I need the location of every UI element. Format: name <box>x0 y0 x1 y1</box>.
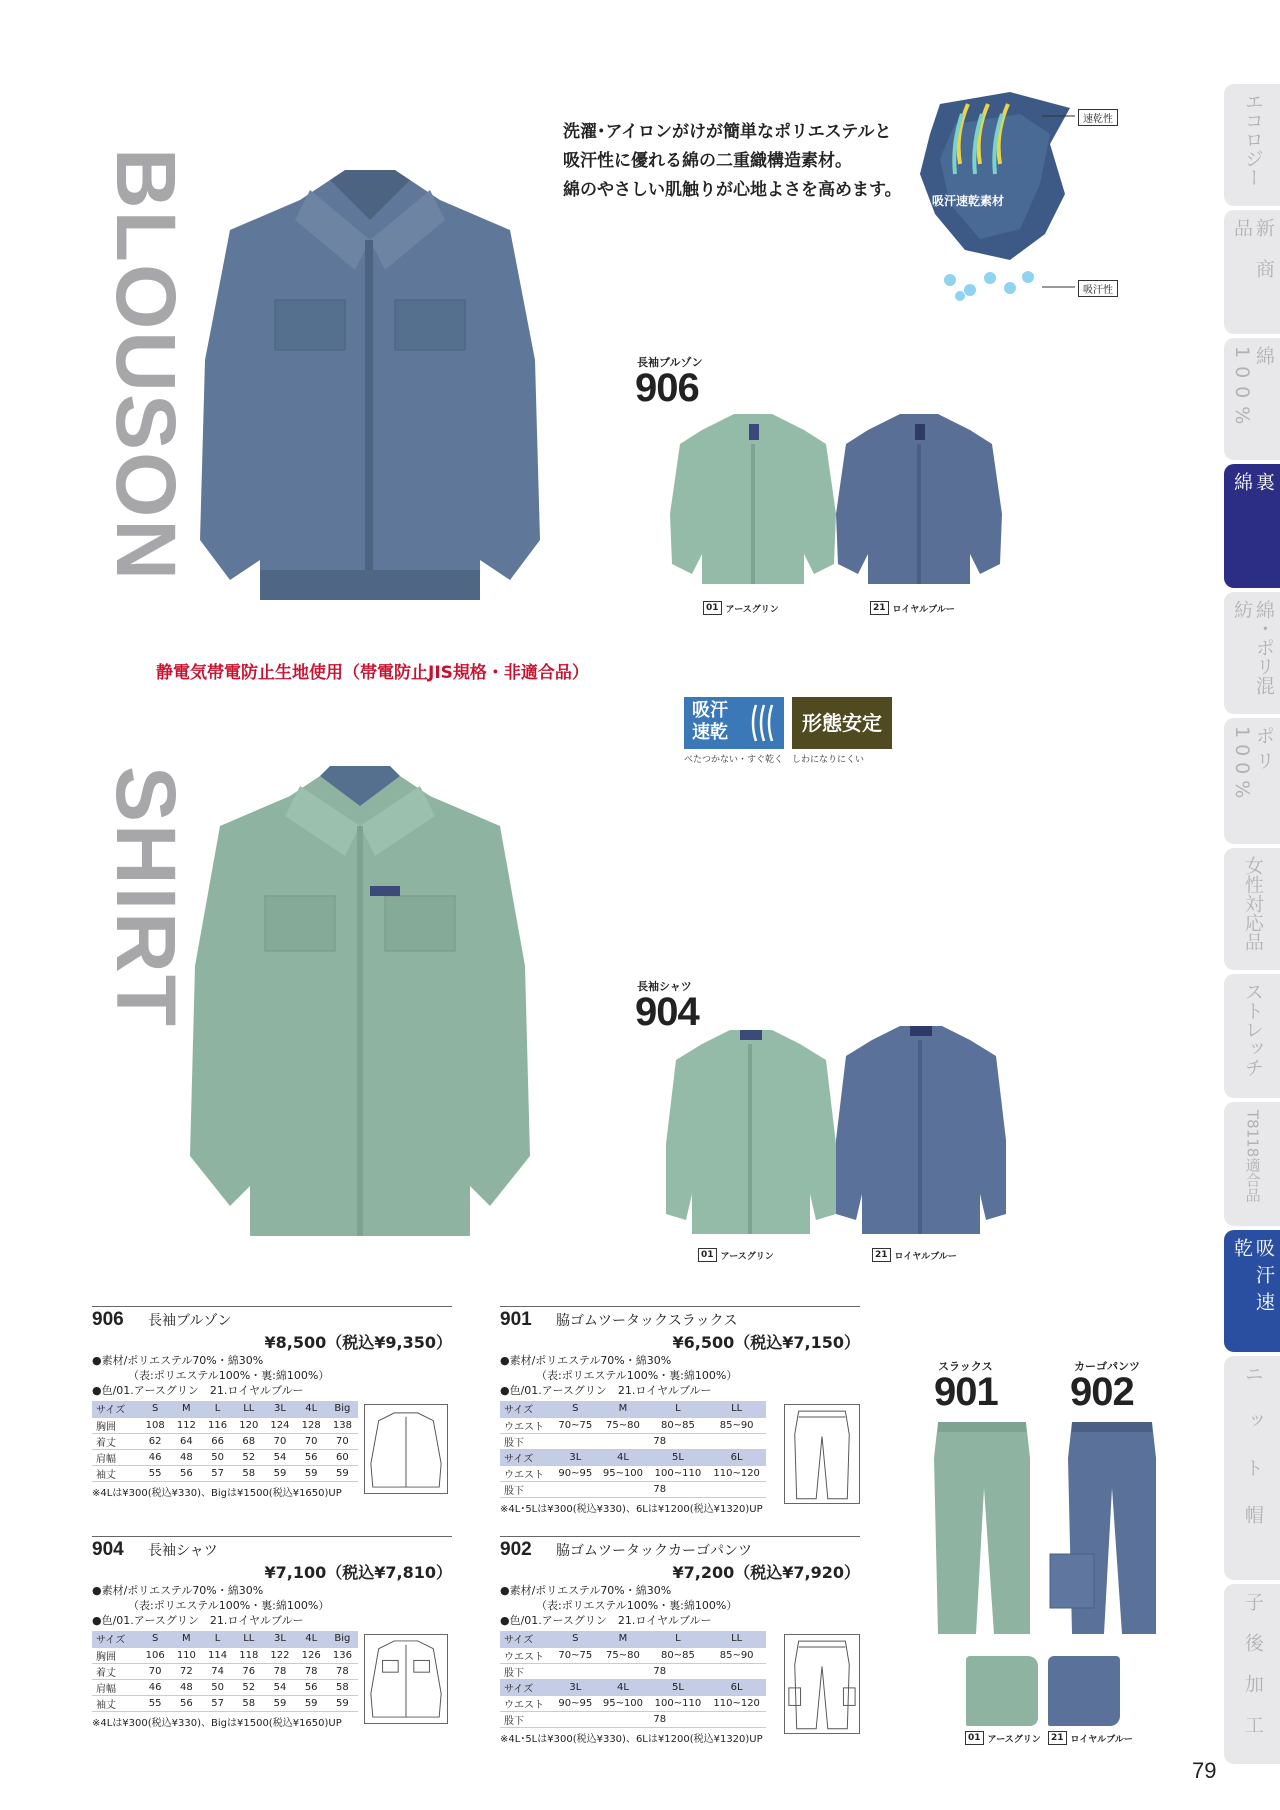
size-header: M <box>171 1631 202 1647</box>
spec-colors: ●色/01.アースグリン 21.ロイヤルブルー <box>92 1614 304 1627</box>
color-name: ロイヤルブルー <box>1070 1734 1133 1745</box>
blouson-green-photo <box>664 404 842 594</box>
size-header: サイズ <box>500 1449 553 1465</box>
table-cell: 52 <box>233 1449 264 1465</box>
table-cell: 56 <box>296 1679 327 1695</box>
spec-header <box>92 1306 452 1330</box>
tab-poly-100[interactable] <box>1224 718 1280 844</box>
shirt-green-photo <box>660 1024 842 1244</box>
table-row <box>92 1465 358 1481</box>
table-cell: 78 <box>553 1433 766 1449</box>
table-cell: 110 <box>171 1647 202 1663</box>
spec-904 <box>92 1536 452 1729</box>
table-row <box>500 1647 766 1663</box>
fabric-bottom-label: 吸汗性 <box>1078 280 1118 297</box>
shirt-blue-photo <box>830 1020 1012 1244</box>
slacks-photo <box>930 1418 1036 1642</box>
tab-label: 吸汗速乾 <box>1231 1238 1275 1319</box>
model-902-category: カーゴパンツ <box>1074 1360 1140 1373</box>
table-cell: 50 <box>202 1449 233 1465</box>
table-cell: 78 <box>327 1663 358 1679</box>
size-table <box>92 1401 358 1482</box>
table-row <box>92 1695 358 1711</box>
model-906-number: 906 <box>635 366 699 410</box>
table-cell: 52 <box>233 1679 264 1695</box>
table-cell: 59 <box>327 1465 358 1481</box>
spec-material-detail: （表:ポリエステル100%・裏:綿100%） <box>536 1599 738 1612</box>
spec-colors: ●色/01.アースグリン 21.ロイヤルブルー <box>92 1384 304 1397</box>
table-cell: 114 <box>202 1647 233 1663</box>
tab-cotton-lined[interactable] <box>1224 464 1280 588</box>
tab-ecology[interactable] <box>1224 84 1280 206</box>
table-cell: 108 <box>140 1417 171 1433</box>
spec-902 <box>500 1536 860 1745</box>
spec-material-detail: （表:ポリエステル100%・裏:綿100%） <box>128 1369 330 1382</box>
shirt-heading: SHIRT <box>99 766 193 1028</box>
shape-stable-caption: しわになりにくい <box>792 755 865 765</box>
table-cell: 78 <box>553 1711 766 1727</box>
table-cell: ウエスト <box>500 1647 553 1663</box>
size-header: 4L <box>296 1401 327 1417</box>
color-name: アースグリン <box>725 604 779 615</box>
tab-label: ポリ100% <box>1231 726 1275 805</box>
table-cell: 59 <box>327 1695 358 1711</box>
color-name: ロイヤルブルー <box>894 1251 957 1262</box>
wave-icon <box>750 703 778 743</box>
tab-cotton-100[interactable] <box>1224 338 1280 460</box>
size-header: 3L <box>553 1679 597 1695</box>
tab-womens[interactable] <box>1224 848 1280 970</box>
quick-dry-caption: べたつかない・すぐ乾く <box>684 755 784 765</box>
size-table <box>500 1631 766 1728</box>
model-901-category: スラックス <box>938 1360 993 1373</box>
spec-906 <box>92 1306 452 1499</box>
tab-label: ニット帽 <box>1241 1364 1264 1552</box>
table-cell: 着丈 <box>92 1663 140 1679</box>
quick-dry-title-2: 速乾 <box>692 722 728 743</box>
tab-label: 裏綿 <box>1231 472 1275 551</box>
shirt-green-label <box>698 1248 774 1262</box>
table-row <box>500 1663 766 1679</box>
table-cell: 46 <box>140 1449 171 1465</box>
table-cell: 59 <box>296 1695 327 1711</box>
size-header: サイズ <box>500 1401 553 1417</box>
size-header: 4L <box>597 1449 648 1465</box>
spec-name: 脇ゴムツータックカーゴパンツ <box>556 1543 752 1559</box>
table-row <box>500 1433 766 1449</box>
spec-number: 906 <box>92 1309 124 1330</box>
size-table <box>92 1631 358 1712</box>
size-header: サイズ <box>92 1401 140 1417</box>
table-cell: ウエスト <box>500 1465 553 1481</box>
table-cell: 58 <box>327 1679 358 1695</box>
spec-note: ※4L･5Lは¥300(税込¥330)、6Lは¥1200(税込¥1320)UP <box>500 1503 763 1515</box>
size-header: M <box>597 1401 648 1417</box>
table-cell: 110~120 <box>707 1695 766 1711</box>
table-cell: 78 <box>553 1481 766 1497</box>
table-cell: 70 <box>327 1433 358 1449</box>
size-header: 3L <box>264 1401 295 1417</box>
model-902-number: 902 <box>1070 1370 1134 1414</box>
intro-line: 綿のやさしい肌触りが心地よさを高めます。 <box>563 180 902 200</box>
table-cell: 股下 <box>500 1433 553 1449</box>
table-row <box>500 1711 766 1727</box>
table-cell: 胸囲 <box>92 1417 140 1433</box>
tab-new-items[interactable] <box>1224 210 1280 334</box>
spec-note: ※4Lは¥300(税込¥330)、Bigは¥1500(税込¥1650)UP <box>92 1487 342 1499</box>
fabric-swatch-blue <box>1048 1656 1120 1726</box>
size-header: LL <box>233 1631 264 1647</box>
page-number: 79 <box>1192 1758 1217 1783</box>
size-header: L <box>649 1401 708 1417</box>
spec-note: ※4Lは¥300(税込¥330)、Bigは¥1500(税込¥1650)UP <box>92 1717 342 1729</box>
model-904-number: 904 <box>635 990 699 1034</box>
table-cell: 85~90 <box>707 1417 766 1433</box>
size-header: S <box>553 1401 597 1417</box>
size-header: 4L <box>597 1679 648 1695</box>
spec-number: 904 <box>92 1539 124 1560</box>
table-cell: 62 <box>140 1433 171 1449</box>
table-row <box>500 1695 766 1711</box>
size-header: M <box>171 1401 202 1417</box>
blouson-blue-photo <box>830 404 1008 594</box>
intro-text <box>563 118 902 205</box>
table-cell: 55 <box>140 1465 171 1481</box>
color-code: 21 <box>870 601 889 615</box>
fabric-diagram <box>900 64 1140 310</box>
tab-label: ストレッチ <box>1241 982 1264 1077</box>
spec-material: ●素材/ポリエステル70%・綿30% <box>500 1354 672 1367</box>
table-cell: 股下 <box>500 1663 553 1679</box>
table-cell: 128 <box>296 1417 327 1433</box>
size-header: 3L <box>553 1449 597 1465</box>
size-header: 5L <box>649 1449 708 1465</box>
table-cell: 股下 <box>500 1711 553 1727</box>
fabric-top-label: 速乾性 <box>1078 109 1118 126</box>
tab-knit-cap[interactable] <box>1224 1356 1280 1580</box>
size-header: S <box>140 1631 171 1647</box>
size-header: L <box>202 1631 233 1647</box>
spec-price: ¥8,500（税込¥9,350） <box>264 1333 452 1352</box>
table-cell: 138 <box>327 1417 358 1433</box>
tab-label: エコロジー <box>1241 92 1264 187</box>
size-header: 6L <box>707 1679 766 1695</box>
table-row <box>500 1465 766 1481</box>
color-code: 01 <box>703 601 722 615</box>
tab-label: T8118適合品 <box>1243 1110 1262 1203</box>
spec-material: ●素材/ポリエステル70%・綿30% <box>92 1354 264 1367</box>
size-header: L <box>649 1631 708 1647</box>
cargo-photo <box>1048 1418 1158 1642</box>
shape-stable-badge: 形態安定 <box>792 697 892 749</box>
table-cell: 76 <box>233 1663 264 1679</box>
spec-price: ¥6,500（税込¥7,150） <box>672 1333 860 1352</box>
table-cell: 56 <box>171 1695 202 1711</box>
model-901-number: 901 <box>934 1370 998 1414</box>
blouson-main-photo <box>180 160 560 640</box>
table-cell: 54 <box>264 1449 295 1465</box>
table-cell: 59 <box>296 1465 327 1481</box>
table-cell: 56 <box>296 1449 327 1465</box>
table-cell: 116 <box>202 1417 233 1433</box>
intro-line: 吸汗性に優れる綿の二重織構造素材。 <box>563 151 852 171</box>
table-row <box>92 1663 358 1679</box>
size-header: S <box>553 1631 597 1647</box>
size-header: M <box>597 1631 648 1647</box>
fabric-center-label: 吸汗速乾素材 <box>932 194 1005 208</box>
table-cell: 57 <box>202 1695 233 1711</box>
table-cell: 122 <box>264 1647 295 1663</box>
table-cell: 75~80 <box>597 1417 648 1433</box>
blouson-green-label <box>703 601 779 615</box>
shirt-blue-label <box>872 1248 957 1262</box>
table-cell: 70~75 <box>553 1417 597 1433</box>
table-cell: 肩幅 <box>92 1679 140 1695</box>
color-name: アースグリン <box>987 1734 1041 1745</box>
table-cell: 78 <box>264 1663 295 1679</box>
spec-number: 902 <box>500 1539 532 1560</box>
table-cell: 80~85 <box>649 1647 708 1663</box>
table-cell: 70 <box>296 1433 327 1449</box>
table-cell: 118 <box>233 1647 264 1663</box>
spec-number: 901 <box>500 1309 532 1330</box>
pants-blue-label <box>1048 1731 1133 1745</box>
tab-cotton-poly[interactable] <box>1224 592 1280 714</box>
table-row <box>500 1417 766 1433</box>
blouson-diagram <box>364 1404 448 1494</box>
table-row <box>92 1679 358 1695</box>
table-cell: 48 <box>171 1679 202 1695</box>
spec-901 <box>500 1306 860 1515</box>
table-cell: 70 <box>264 1433 295 1449</box>
antistatic-notice: 静電気帯電防止生地使用（帯電防止JIS規格・非適合品） <box>156 663 589 683</box>
table-cell: 54 <box>264 1679 295 1695</box>
spec-header <box>500 1536 860 1560</box>
tab-post-processing[interactable] <box>1224 1584 1280 1764</box>
tab-label: 新商品 <box>1231 218 1275 300</box>
shirt-diagram <box>364 1634 448 1724</box>
table-cell: 110~120 <box>707 1465 766 1481</box>
table-cell: 肩幅 <box>92 1449 140 1465</box>
table-cell: 58 <box>233 1465 264 1481</box>
model-904-category: 長袖シャツ <box>637 980 692 993</box>
tab-label: 綿100% <box>1231 346 1275 433</box>
table-cell: 59 <box>264 1465 295 1481</box>
model-906-category: 長袖ブルゾン <box>637 356 703 369</box>
shirt-main-photo <box>180 766 540 1246</box>
color-code: 21 <box>872 1248 891 1262</box>
spec-name: 脇ゴムツータックスラックス <box>556 1313 738 1329</box>
pants-green-label <box>965 1731 1041 1745</box>
spec-material: ●素材/ポリエステル70%・綿30% <box>92 1584 264 1597</box>
tab-label: 女性対応品 <box>1241 856 1264 951</box>
table-cell: 100~110 <box>649 1695 708 1711</box>
table-cell: 59 <box>264 1695 295 1711</box>
table-cell: 68 <box>233 1433 264 1449</box>
size-header: LL <box>233 1401 264 1417</box>
quick-dry-badge <box>684 697 784 749</box>
table-cell: 78 <box>553 1663 766 1679</box>
table-row <box>92 1417 358 1433</box>
size-header: S <box>140 1401 171 1417</box>
table-cell: 90~95 <box>553 1695 597 1711</box>
size-table <box>500 1401 766 1498</box>
table-cell: 78 <box>296 1663 327 1679</box>
table-cell: 66 <box>202 1433 233 1449</box>
blouson-heading: BLOUSON <box>99 148 193 582</box>
table-cell: 95~100 <box>597 1695 648 1711</box>
spec-colors: ●色/01.アースグリン 21.ロイヤルブルー <box>500 1384 712 1397</box>
color-code: 21 <box>1048 1731 1067 1745</box>
table-cell: 85~90 <box>707 1647 766 1663</box>
table-cell: 57 <box>202 1465 233 1481</box>
spec-price: ¥7,100（税込¥7,810） <box>264 1563 452 1582</box>
table-cell: 55 <box>140 1695 171 1711</box>
size-header: 3L <box>264 1631 295 1647</box>
table-cell: 120 <box>233 1417 264 1433</box>
table-cell: 124 <box>264 1417 295 1433</box>
size-header: Big <box>327 1401 358 1417</box>
table-cell: 70 <box>140 1663 171 1679</box>
table-cell: 95~100 <box>597 1465 648 1481</box>
spec-header <box>500 1306 860 1330</box>
table-cell: 100~110 <box>649 1465 708 1481</box>
table-row <box>500 1481 766 1497</box>
fabric-swatch-green <box>966 1656 1038 1726</box>
table-cell: 股下 <box>500 1481 553 1497</box>
spec-header <box>92 1536 452 1560</box>
spec-name: 長袖シャツ <box>148 1543 218 1559</box>
spec-material-detail: （表:ポリエステル100%・裏:綿100%） <box>128 1599 330 1612</box>
color-name: ロイヤルブルー <box>892 604 955 615</box>
table-cell: 112 <box>171 1417 202 1433</box>
size-header: サイズ <box>92 1631 140 1647</box>
table-cell: 着丈 <box>92 1433 140 1449</box>
table-cell: 136 <box>327 1647 358 1663</box>
table-cell: 126 <box>296 1647 327 1663</box>
table-cell: 75~80 <box>597 1647 648 1663</box>
table-cell: 60 <box>327 1449 358 1465</box>
table-cell: 72 <box>171 1663 202 1679</box>
spec-colors: ●色/01.アースグリン 21.ロイヤルブルー <box>500 1614 712 1627</box>
table-cell: 48 <box>171 1449 202 1465</box>
table-cell: 46 <box>140 1679 171 1695</box>
blouson-blue-label <box>870 601 955 615</box>
spec-note: ※4L･5Lは¥300(税込¥330)、6Lは¥1200(税込¥1320)UP <box>500 1733 763 1745</box>
table-row <box>92 1449 358 1465</box>
table-cell: 64 <box>171 1433 202 1449</box>
tab-label: 綿・ポリ混紡 <box>1231 600 1275 695</box>
tab-stretch[interactable] <box>1224 974 1280 1098</box>
size-header: サイズ <box>500 1631 553 1647</box>
slacks-diagram <box>784 1404 860 1504</box>
size-header: LL <box>707 1401 766 1417</box>
size-header: サイズ <box>500 1679 553 1695</box>
table-cell: 70~75 <box>553 1647 597 1663</box>
table-row <box>92 1433 358 1449</box>
size-header: 6L <box>707 1449 766 1465</box>
intro-line: 洗濯･アイロンがけが簡単なポリエステルと <box>563 122 892 142</box>
spec-name: 長袖ブルゾン <box>148 1313 232 1329</box>
table-cell: 106 <box>140 1647 171 1663</box>
size-header: 4L <box>296 1631 327 1647</box>
tab-t8118[interactable] <box>1224 1102 1280 1226</box>
quick-dry-title-1: 吸汗 <box>692 700 728 721</box>
table-cell: 袖丈 <box>92 1465 140 1481</box>
table-cell: 胸囲 <box>92 1647 140 1663</box>
table-cell: ウエスト <box>500 1695 553 1711</box>
spec-price: ¥7,200（税込¥7,920） <box>672 1563 860 1582</box>
cargo-diagram <box>784 1634 860 1734</box>
table-cell: 袖丈 <box>92 1695 140 1711</box>
size-header: LL <box>707 1631 766 1647</box>
color-code: 01 <box>965 1731 984 1745</box>
table-cell: 56 <box>171 1465 202 1481</box>
tab-label: 子後加工 <box>1241 1592 1264 1756</box>
size-header: Big <box>327 1631 358 1647</box>
table-cell: 90~95 <box>553 1465 597 1481</box>
size-header: L <box>202 1401 233 1417</box>
tab-quick-dry[interactable] <box>1224 1230 1280 1352</box>
table-cell: 74 <box>202 1663 233 1679</box>
table-cell: 80~85 <box>649 1417 708 1433</box>
color-code: 01 <box>698 1248 717 1262</box>
size-header: 5L <box>649 1679 708 1695</box>
color-name: アースグリン <box>720 1251 774 1262</box>
table-row <box>92 1647 358 1663</box>
table-cell: 50 <box>202 1679 233 1695</box>
spec-material-detail: （表:ポリエステル100%・裏:綿100%） <box>536 1369 738 1382</box>
spec-material: ●素材/ポリエステル70%・綿30% <box>500 1584 672 1597</box>
table-cell: 58 <box>233 1695 264 1711</box>
table-cell: ウエスト <box>500 1417 553 1433</box>
